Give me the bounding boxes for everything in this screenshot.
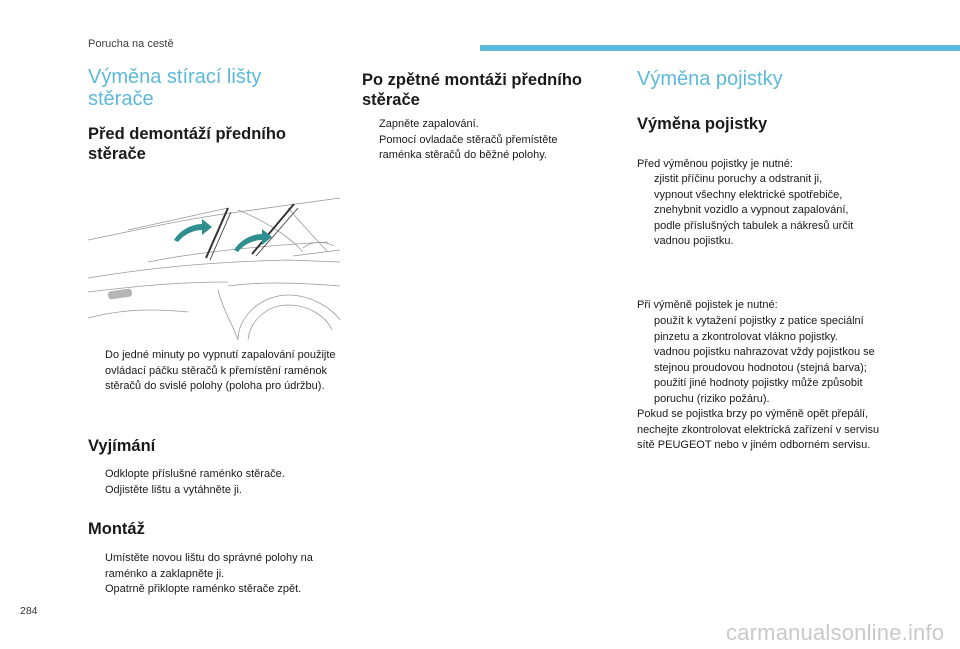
heading-removal: Vyjímání bbox=[88, 437, 156, 455]
list-before-removal bbox=[88, 348, 340, 395]
section-title-wiper-blade: Výměna stírací lišty stěrače bbox=[88, 66, 262, 110]
list-item: Umístěte novou lištu do správné polohy na raménko a zaklapněte ji. bbox=[105, 552, 313, 580]
list-removal bbox=[88, 467, 340, 498]
page-number: 284 bbox=[20, 605, 38, 617]
heading-before-removal: Před demontáží předního stěrače bbox=[88, 125, 287, 163]
column-left bbox=[88, 66, 340, 110]
header-accent-bar bbox=[480, 45, 960, 51]
list-item: Opatrně přiklopte raménko stěrače zpět. bbox=[105, 583, 302, 595]
heading-after-refit: Po zpětné montáži předního stěrače bbox=[362, 71, 583, 109]
list-item: použít k vytažení pojistky z patice speciální pinzetu a zkontrolovat vlákno pojistky. bbox=[654, 315, 864, 343]
list-item: znehybnit vozidlo a vypnout zapalování, bbox=[654, 204, 849, 216]
list-fuse-during bbox=[637, 314, 902, 407]
list-fuse-before bbox=[637, 172, 902, 250]
list-item: Do jedné minuty po vypnutí zapalování použijte ovládací páčku stěračů k přemístění raménok stěračů do svislé polohy (poloha pro údržbu). bbox=[105, 349, 336, 392]
list-after-refit bbox=[362, 117, 602, 164]
watermark: carmanualsonline.info bbox=[726, 620, 945, 645]
section-header: Porucha na cestě bbox=[88, 38, 174, 50]
list-item: Zapněte zapalování. bbox=[379, 118, 479, 130]
fuse-intro-during: Při výměně pojistek je nutné: bbox=[637, 299, 778, 311]
heading-installation: Montáž bbox=[88, 520, 145, 538]
section-title-fuse: Výměna pojistky bbox=[637, 68, 783, 90]
wiper-maintenance-illustration bbox=[88, 190, 340, 342]
list-item: Pomocí ovladače stěračů přemístěte raménka stěračů do běžné polohy. bbox=[379, 133, 558, 161]
list-item: Odklopte příslušné raménko stěrače. bbox=[105, 468, 285, 480]
list-installation bbox=[88, 551, 340, 598]
list-item: vypnout všechny elektrické spotřebiče, bbox=[654, 188, 843, 201]
fuse-intro-before: Před výměnou pojistky je nutné: bbox=[637, 158, 793, 170]
list-item: Odjistěte lištu a vytáhněte ji. bbox=[105, 483, 242, 496]
heading-fuse-replacement: Výměna pojistky bbox=[637, 115, 768, 133]
list-item: vadnou pojistku nahrazovat vždy pojistkou se stejnou proudovou hodnotou (stejná barva); použití jiné hodnoty pojistky může způsobit poruchu (riziko požáru). bbox=[654, 346, 875, 405]
fuse-outro: Pokud se pojistka brzy po výměně opět přepálí, nechejte zkontrolovat elektrická zařízení v servisu sítě PEUGEOT nebo v jiném odborném servisu. bbox=[637, 408, 880, 451]
list-item: podle příslušných tabulek a nákresů určit vadnou pojistku. bbox=[654, 219, 854, 247]
list-item: zjistit příčinu poruchy a odstranit ji, bbox=[654, 173, 823, 185]
